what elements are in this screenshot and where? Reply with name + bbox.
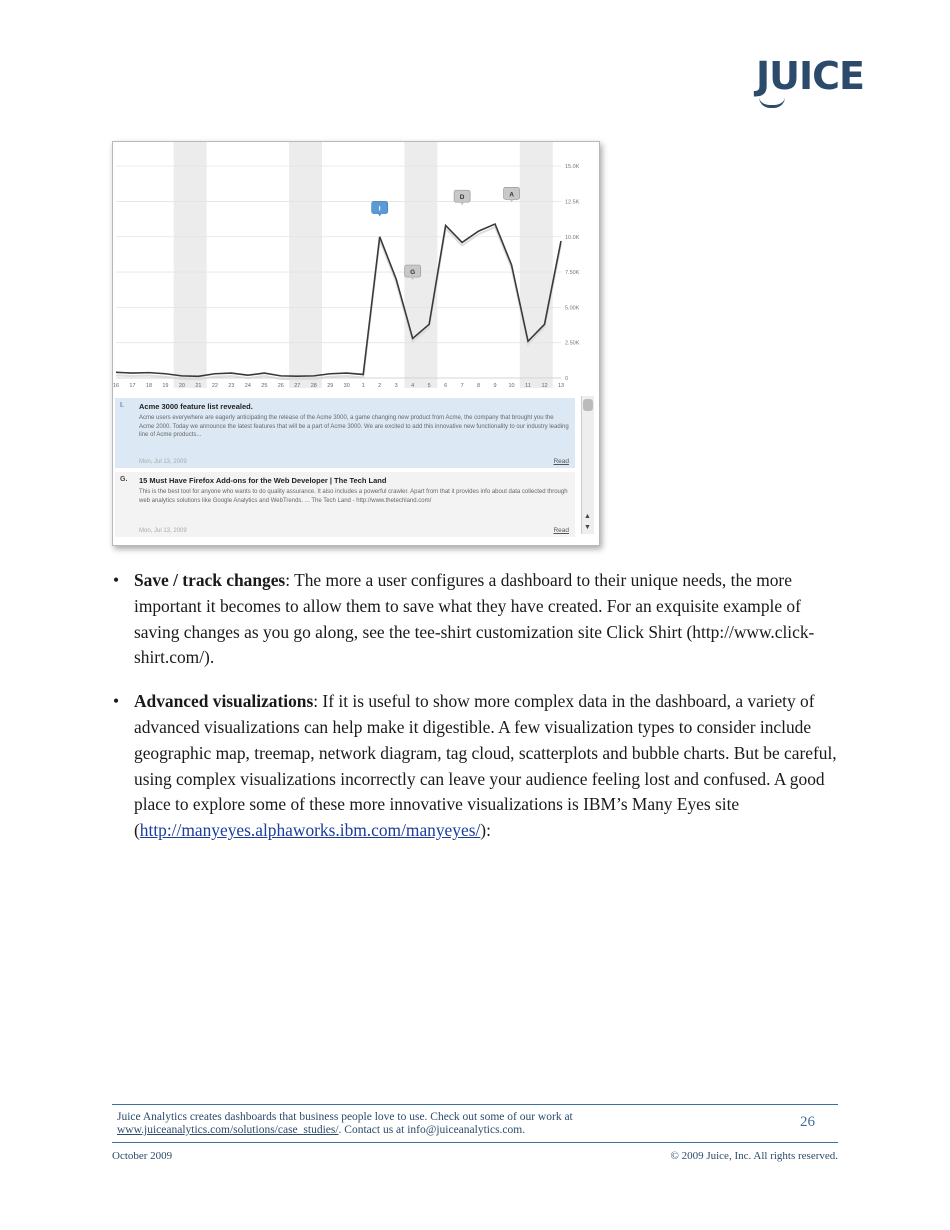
footer-contact: . Contact us at info@juiceanalytics.com.: [338, 1124, 526, 1136]
y-tick-label: 15.0K: [565, 164, 580, 171]
footer-bottom-rule: [112, 1142, 838, 1143]
feed-item-body: This is the best tool for anyone who wants to do quality assurance. It also includes a powerful crawler. Apart from that it provides info about data collected through web analytics solutions like Google Analytics and WebTrends. ... The Tech Land - http://www.thetechland.com/: [139, 489, 568, 504]
bullet-dot-icon: •: [113, 570, 120, 590]
bullet-list: [113, 568, 843, 862]
x-tick-label: 16: [113, 383, 120, 389]
x-tick-label: 20: [178, 383, 185, 389]
feed-item-i[interactable]: [115, 398, 575, 468]
y-tick-label: 5.00K: [565, 305, 580, 312]
bullet-text: : The more a user configures a dashboard to their unique needs, the more important it becomes to allow them to save what they have created. For an exquisite example of saving changes as you go along, see the tee-shirt customization site Click Shirt (http://www.click-shirt.com/).: [134, 570, 815, 668]
feed-item-title: 15 Must Have Firefox Add-ons for the Web Developer | The Tech Land: [139, 476, 387, 485]
footer-copyright: © 2009 Juice, Inc. All rights reserved.: [670, 1150, 838, 1162]
annotation-label: D: [459, 194, 465, 202]
logo-smile-icon: [759, 97, 785, 108]
annotation-label: A: [509, 191, 514, 199]
annotation-flag-i: [372, 202, 388, 217]
case-studies-link[interactable]: www.juiceanalytics.com/solutions/case_studies/: [117, 1124, 339, 1136]
annotation-label: G: [410, 269, 416, 277]
weekend-band: [289, 142, 322, 388]
juice-logo: [756, 54, 864, 98]
feed-item-marker: I.: [120, 402, 124, 409]
dashboard-screenshot: [112, 141, 600, 546]
weekend-band: [174, 142, 207, 388]
annotation-flag-d: [454, 190, 470, 205]
footer-line1: Juice Analytics creates dashboards that business people love to use. Check out some of our work at: [117, 1111, 573, 1123]
x-tick-label: 21: [195, 383, 202, 389]
footer-top-rule: [112, 1104, 838, 1105]
y-tick-label: 10.0K: [565, 234, 580, 241]
footer-text: [117, 1111, 717, 1137]
x-tick-label: 18: [145, 383, 153, 389]
scroll-down-icon[interactable]: ▼: [584, 523, 591, 531]
x-tick-label: 29: [327, 383, 334, 389]
bullet-save-track: [113, 568, 843, 671]
footer-date: October 2009: [112, 1150, 173, 1162]
feed-read-link[interactable]: Read: [553, 458, 569, 465]
feed-item-g[interactable]: [115, 472, 575, 537]
x-tick-label: 27: [294, 383, 301, 389]
scroll-thumb[interactable]: [583, 399, 593, 411]
news-feed: [115, 396, 579, 541]
annotation-flag-a: [504, 187, 520, 202]
y-tick-label: 2.50K: [565, 340, 580, 347]
traffic-line-chart: [113, 142, 599, 396]
bullet-dot-icon: •: [113, 691, 120, 712]
x-tick-label: 26: [277, 383, 284, 389]
x-tick-label: 11: [525, 383, 531, 389]
x-tick-label: 25: [261, 383, 268, 389]
x-tick-label: 30: [343, 383, 350, 389]
bullet-title: Save / track changes: [134, 570, 286, 590]
bullet-advanced-viz: [113, 689, 843, 844]
x-tick-label: 19: [162, 383, 169, 389]
y-tick-label: 0: [565, 376, 569, 382]
x-tick-label: 12: [541, 383, 548, 389]
weekend-band: [520, 142, 553, 388]
feed-item-body: Acme users everywhere are eagerly anticipating the release of the Acme 3000, a game changing new product from Acme, the company that brought you the Acme 2000. Today we announce the latest features that will be a part of Acme 3000. We are excited to add this innovative new functionality to our industry leading line of Acme products...: [139, 415, 569, 438]
y-tick-label: 7.50K: [565, 270, 580, 277]
annotation-pointer: [460, 202, 464, 205]
feed-scrollbar[interactable]: [581, 396, 594, 534]
x-tick-label: 23: [228, 383, 235, 389]
x-tick-label: 22: [211, 383, 218, 389]
feed-item-marker: G.: [120, 476, 128, 483]
feed-read-link[interactable]: Read: [553, 527, 569, 534]
feed-item-date: Mon, Jul 13, 2009: [139, 528, 187, 534]
x-tick-label: 17: [129, 383, 136, 389]
x-tick-label: 28: [310, 383, 317, 389]
x-tick-label: 6: [444, 383, 448, 389]
bullet-title: Advanced visualizations: [134, 691, 314, 712]
x-tick-label: 3: [394, 383, 398, 389]
bullet-text: : If it is useful to show more complex data in the dashboard, a variety of advanced visualizations can help make it digestible. A few visualization types to consider include geographic map, treemap, network diagram, tag cloud, scatterplots and bubble charts. But be careful, using complex visualizations incorrectly can leave your audience feeling lost and confused. A good place to explore some of these more innovative visualizations is IBM’s Many Eyes site (: [134, 691, 837, 841]
x-tick-label: 9: [493, 383, 497, 389]
bullet-text-end: ):: [480, 820, 491, 841]
feed-item-title: Acme 3000 feature list revealed.: [139, 402, 253, 411]
x-tick-label: 7: [460, 383, 464, 389]
x-tick-label: 1: [361, 383, 365, 389]
annotation-pointer: [510, 199, 514, 202]
x-tick-label: 5: [427, 383, 431, 389]
page-number: 26: [800, 1114, 815, 1130]
many-eyes-link[interactable]: http://manyeyes.alphaworks.ibm.com/manyeyes/: [139, 820, 481, 841]
annotation-pointer: [378, 214, 382, 217]
annotation-label: I: [378, 205, 381, 213]
x-tick-label: 10: [508, 383, 515, 389]
logo-text: JUICE: [756, 54, 864, 98]
x-tick-label: 8: [477, 383, 481, 389]
y-tick-label: 12.5K: [565, 199, 580, 206]
x-tick-label: 2: [378, 383, 382, 389]
x-tick-label: 13: [557, 383, 565, 389]
feed-item-date: Mon, Jul 13, 2009: [139, 459, 187, 465]
x-tick-label: 24: [244, 383, 251, 389]
scroll-up-icon[interactable]: ▲: [584, 512, 591, 520]
x-tick-label: 4: [411, 383, 415, 389]
